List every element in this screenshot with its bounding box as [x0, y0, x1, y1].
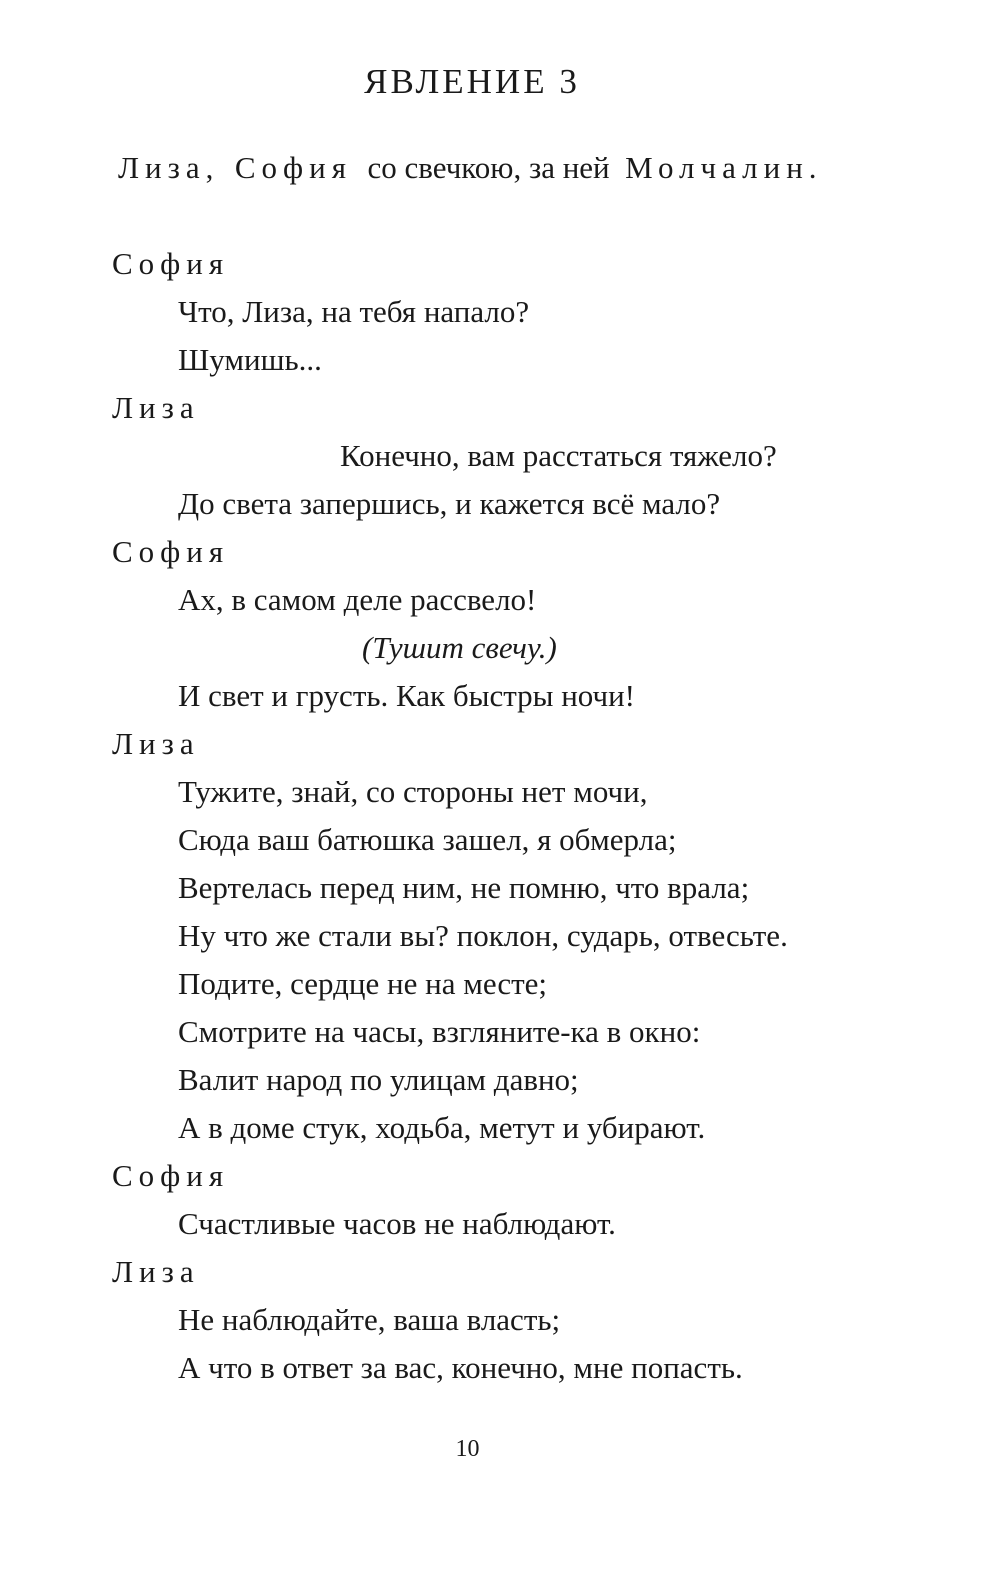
speaker-name: София — [112, 1158, 230, 1193]
cast-name-sofia: София — [234, 150, 352, 185]
verse-line: Валит народ по улицам давно; — [178, 1062, 579, 1097]
cast-name-molchalin: Молчалин. — [625, 150, 823, 185]
verse-line: А что в ответ за вас, конечно, мне попасть. — [178, 1350, 743, 1385]
verse-line: Счастливые часов не наблюдают. — [178, 1206, 616, 1241]
speaker-name: София — [112, 534, 230, 569]
verse-line: Ну что же стали вы? поклон, сударь, отвесьте. — [178, 918, 788, 953]
cast-list — [118, 150, 823, 186]
verse-line: Не наблюдайте, ваша власть; — [178, 1302, 561, 1337]
verse-line: Сюда ваш батюшка зашел, я обмерла; — [178, 822, 677, 857]
verse-line: Что, Лиза, на тебя напало? — [178, 294, 530, 329]
speaker-name: Лиза — [112, 726, 200, 761]
play-text — [0, 240, 1000, 1392]
verse-line-indented: Конечно, вам расстаться тяжело? — [340, 438, 777, 473]
verse-line: Подите, сердце не на месте; — [178, 966, 548, 1001]
verse-line: Смотрите на часы, взгляните-ка в окно: — [178, 1014, 701, 1049]
stage-direction: (Тушит свечу.) — [362, 630, 557, 665]
speaker-name: Лиза — [112, 390, 200, 425]
verse-line: Шумишь... — [178, 342, 322, 377]
speaker-name: София — [112, 246, 230, 281]
cast-note: со свечкою, за ней — [367, 150, 610, 185]
verse-line: Тужите, знай, со стороны нет мочи, — [178, 774, 648, 809]
page-number: 10 — [455, 1436, 480, 1462]
verse-line: И свет и грусть. Как быстры ночи! — [178, 678, 635, 713]
verse-line: До света запершись, и кажется всё мало? — [178, 486, 721, 521]
verse-line: А в доме стук, ходьба, метут и убирают. — [178, 1110, 706, 1145]
cast-name-liza: Лиза, — [118, 150, 220, 185]
scene-title: ЯВЛЕНИЕ 3 — [364, 62, 580, 101]
speaker-name: Лиза — [112, 1254, 200, 1289]
verse-line: Ах, в самом деле рассвело! — [178, 582, 537, 617]
verse-line: Вертелась перед ним, не помню, что врала; — [178, 870, 750, 905]
